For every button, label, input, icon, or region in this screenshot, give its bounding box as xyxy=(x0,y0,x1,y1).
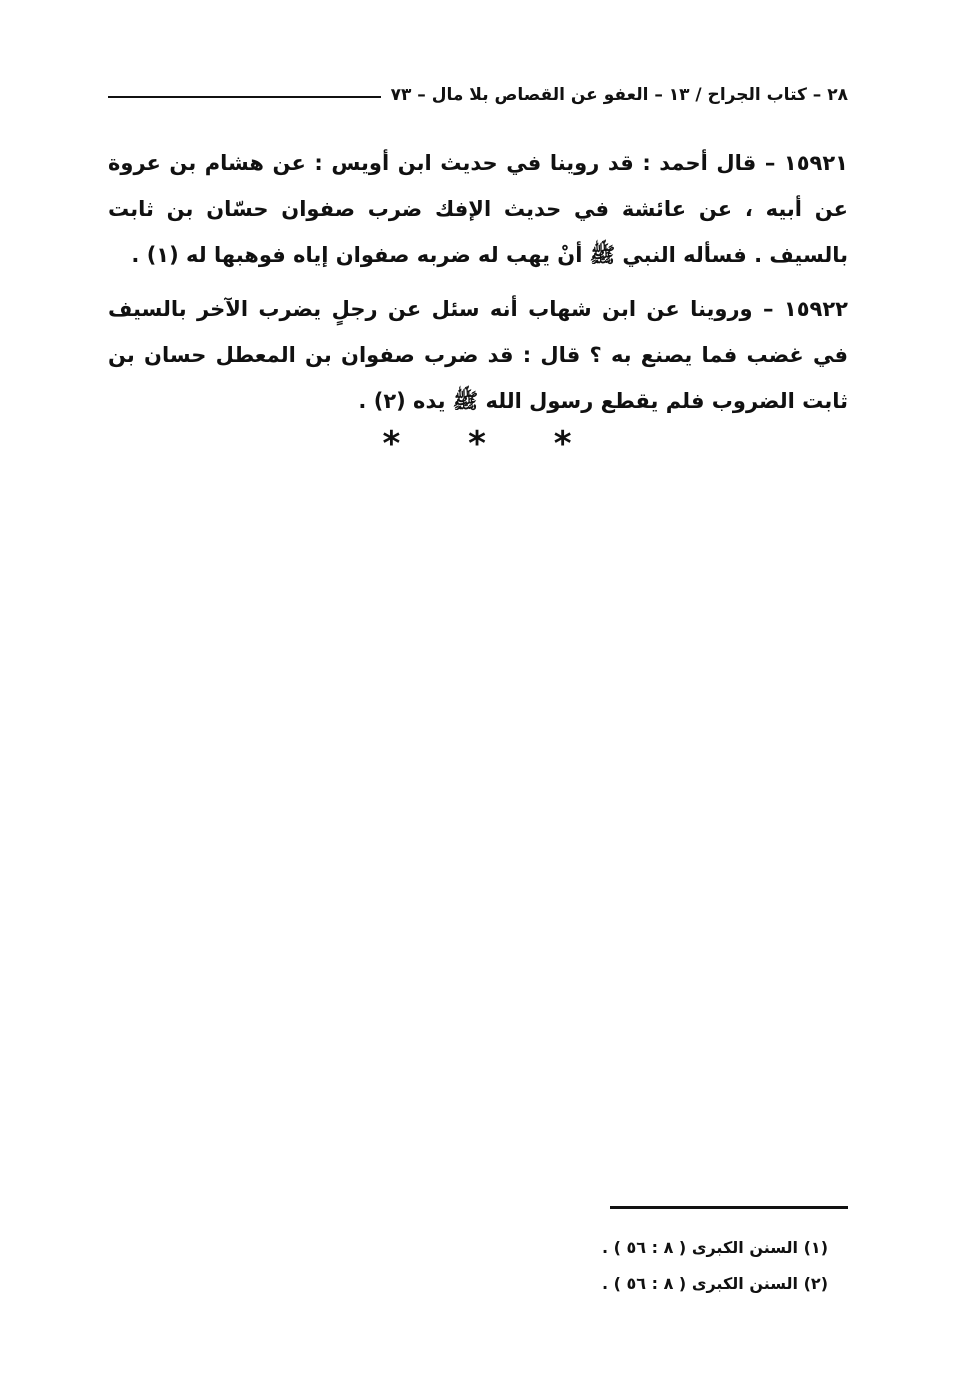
separator-star: * xyxy=(382,424,401,464)
main-text xyxy=(108,140,848,432)
footnote-divider xyxy=(610,1206,848,1209)
footnote-1: (١) السنن الكبرى ( ٨ : ٥٦ ) . xyxy=(601,1238,828,1257)
separator-star: * xyxy=(468,424,486,464)
section-separator xyxy=(0,424,954,464)
footnote-2: (٢) السنن الكبرى ( ٨ : ٥٦ ) . xyxy=(601,1274,828,1293)
separator-star: * xyxy=(553,424,572,464)
paragraph-15922: ١٥٩٢٢ – وروينا عن ابن شهاب أنه سئل عن رجلٍ يضرب الآخر بالسيف في غضب فما يصنع به ؟ قال : قد ضرب صفوان بن المعطل حسان بن ثابت الضروب فلم يقطع رسول الله ﷺ يده (٢) . xyxy=(108,297,848,413)
paragraph-15921: ١٥٩٢١ – قال أحمد : قد روينا في حديث ابن أويس : عن هشام بن عروة عن أبيه ، عن عائشة في حديث الإفك ضرب صفوان حسّان بن ثابت بالسيف . فسأله النبي ﷺ أنْ يهب له ضربه صفوان إياه فوهبها له (١) . xyxy=(108,151,848,267)
header-title: ٢٨ – كتاب الجراح / ١٣ – العفو عن القصاص بلا مال – ٧٣ xyxy=(390,85,848,105)
footnotes xyxy=(480,1230,828,1302)
header-rule xyxy=(108,96,381,98)
running-header xyxy=(108,80,848,110)
